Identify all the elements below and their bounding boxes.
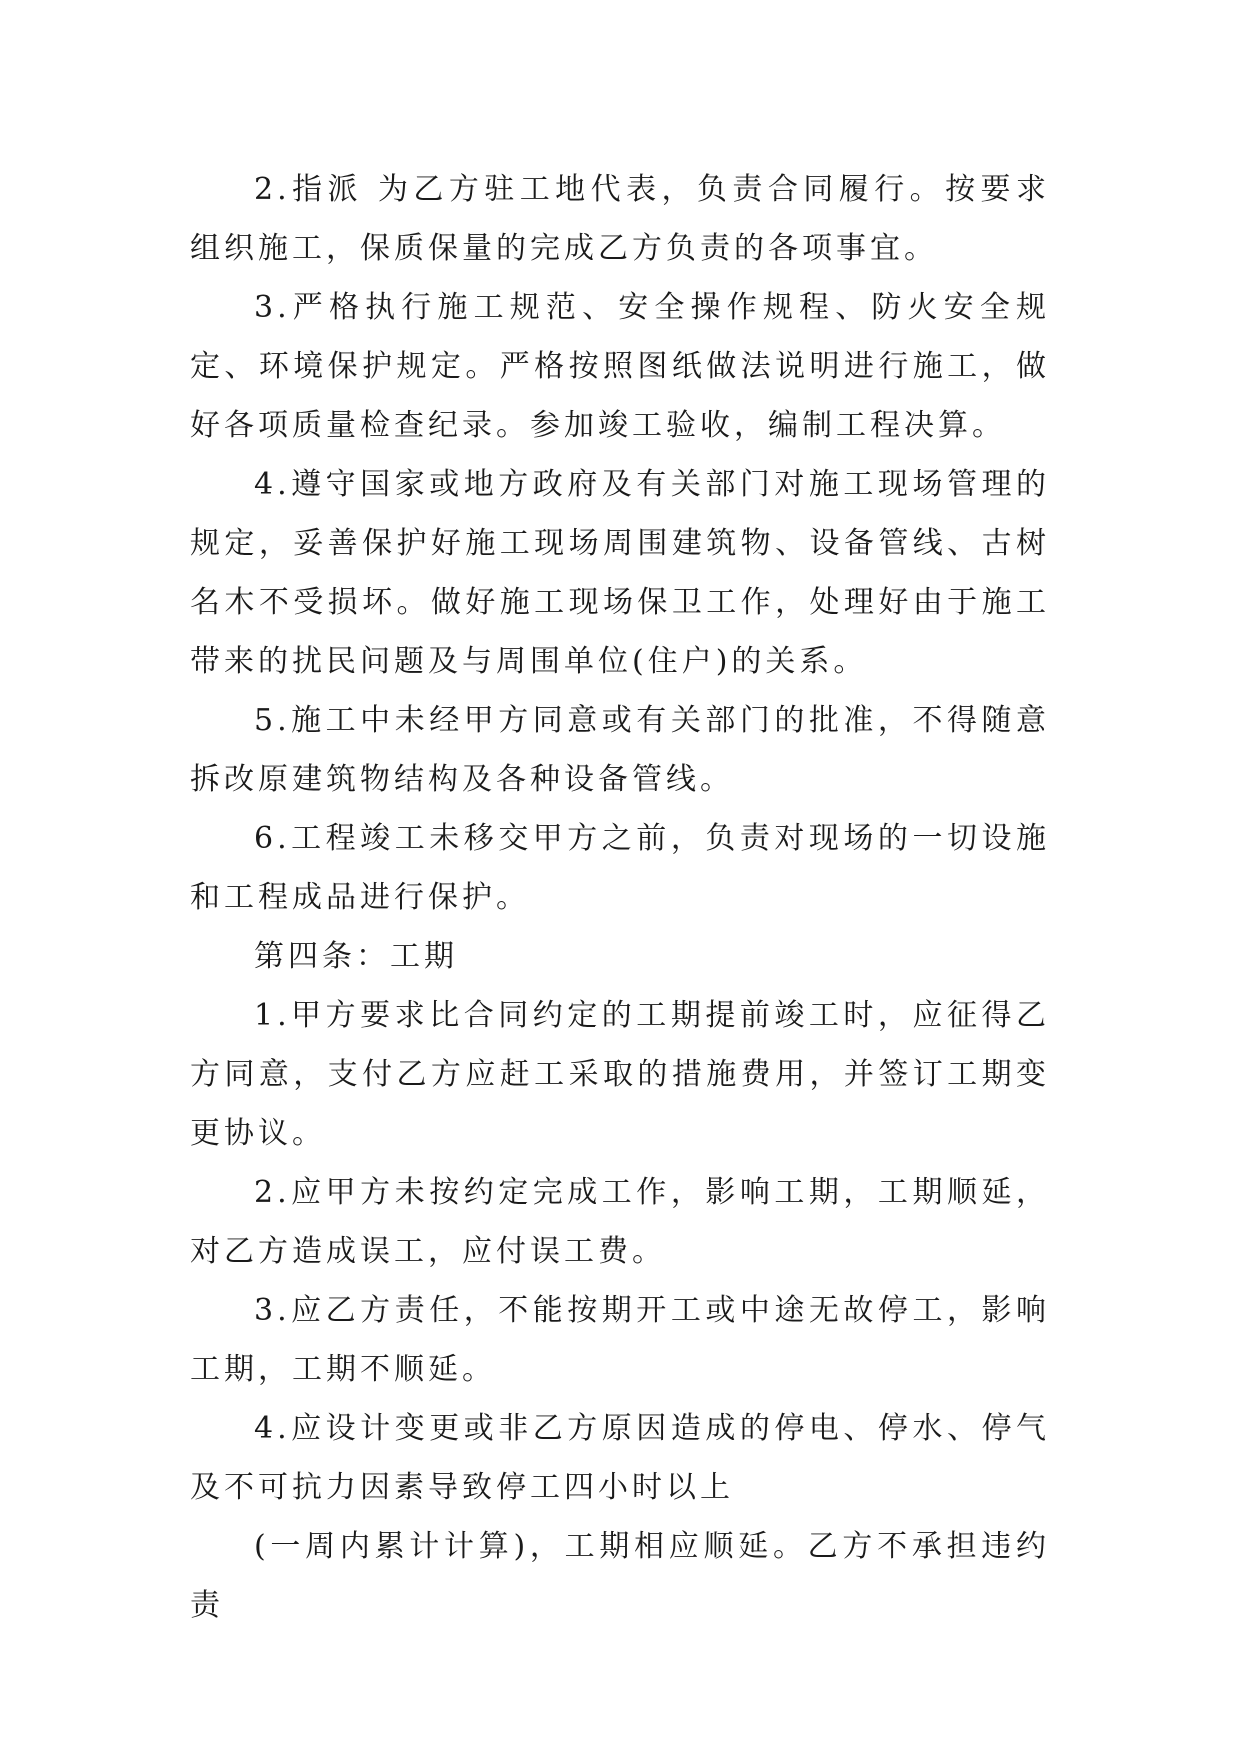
section-heading-article-4: 第四条：工期: [254, 939, 458, 974]
document-body: [190, 160, 1050, 1635]
paragraph-clause-4-4: 4.应设计变更或非乙方原因造成的停电、停水、停气及不可抗力因素导致停工四小时以上: [190, 1411, 1050, 1505]
paragraph-clause-3-3: 3.严格执行施工规范、安全操作规程、防火安全规定、环境保护规定。严格按照图纸做法说明进行施工，做好各项质量检查纪录。参加竣工验收，编制工程决算。: [190, 290, 1050, 443]
paragraph-clause-4-1: 1.甲方要求比合同约定的工期提前竣工时，应征得乙方同意，支付乙方应赶工采取的措施费用，并签订工期变更协议。: [190, 998, 1050, 1151]
paragraph-clause-3-2: 2.指派 为乙方驻工地代表，负责合同履行。按要求组织施工，保质保量的完成乙方负责的各项事宜。: [190, 172, 1050, 266]
paragraph-clause-4-4-continued: (一周内累计计算)，工期相应顺延。乙方不承担违约责: [190, 1529, 1050, 1623]
paragraph-clause-4-2: 2.应甲方未按约定完成工作，影响工期，工期顺延，对乙方造成误工，应付误工费。: [190, 1175, 1050, 1269]
paragraph-clause-3-4: 4.遵守国家或地方政府及有关部门对施工现场管理的规定，妥善保护好施工现场周围建筑物、设备管线、古树名木不受损坏。做好施工现场保卫工作，处理好由于施工带来的扰民问题及与周围单位(住户)的关系。: [190, 467, 1050, 679]
paragraph-clause-3-6: 6.工程竣工未移交甲方之前，负责对现场的一切设施和工程成品进行保护。: [190, 821, 1050, 915]
paragraph-clause-4-3: 3.应乙方责任，不能按期开工或中途无故停工，影响工期，工期不顺延。: [190, 1293, 1050, 1387]
paragraph-clause-3-5: 5.施工中未经甲方同意或有关部门的批准，不得随意拆改原建筑物结构及各种设备管线。: [190, 703, 1050, 797]
